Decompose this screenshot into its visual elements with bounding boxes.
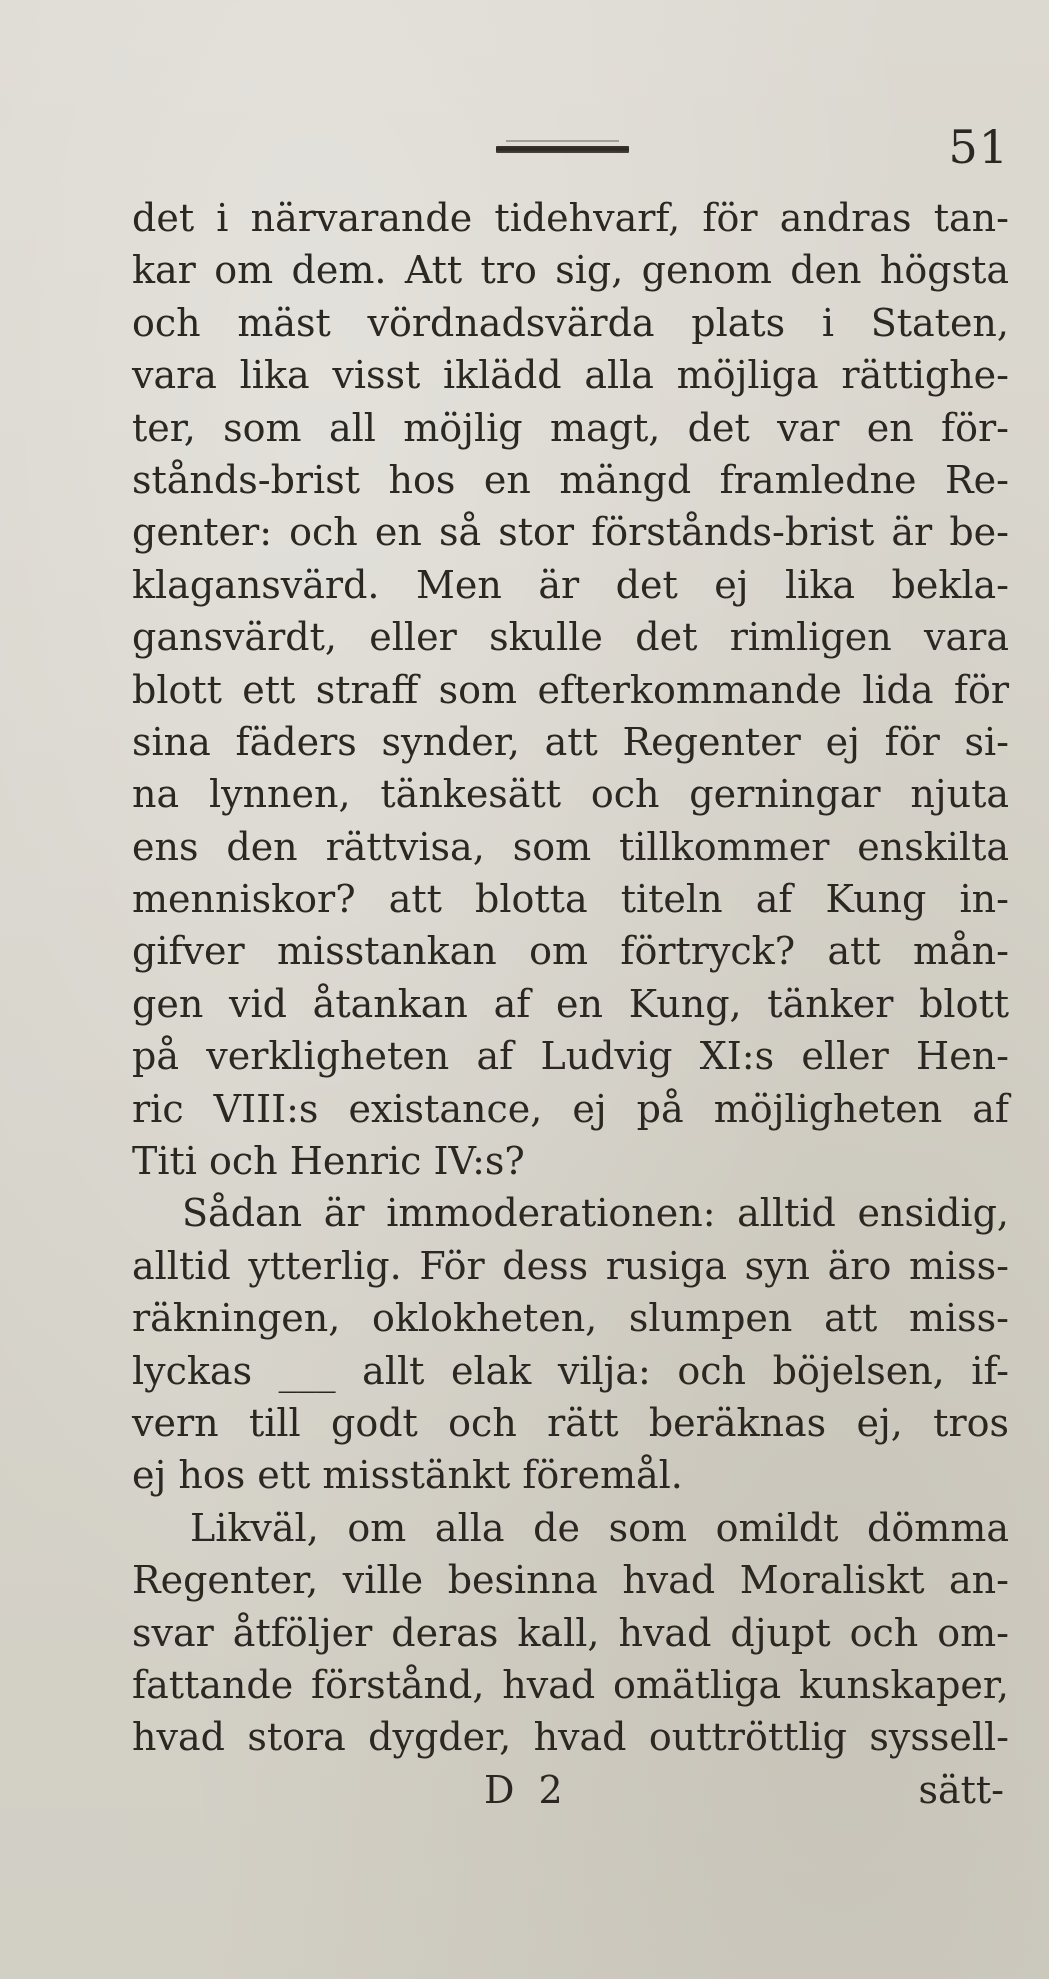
page-footer: [132, 1764, 1009, 1816]
paragraph-start-line: Sådan är immoderationen: alltid ensidig,: [182, 1191, 1009, 1236]
paragraph-start-line: Likväl, om alla de som omildt dömma: [190, 1505, 1009, 1550]
text-line: ter, som all möjlig magt, det var en för-: [132, 405, 1009, 450]
text-line: vern till godt och rätt beräknas ej, tros: [132, 1400, 1009, 1445]
header-ornament-rule: [496, 146, 629, 153]
text-line: lyckas ___ allt elak vilja: och böjelsen, if-: [132, 1348, 1009, 1393]
text-line: na lynnen, tänkesätt och gerningar njuta: [132, 772, 1009, 817]
text-line: vara lika visst iklädd alla möjliga rättighe-: [132, 353, 1009, 398]
text-line: gen vid åtankan af en Kung, tänker blott: [132, 981, 1009, 1026]
text-line: sina fäders synder, att Regenter ej för si-: [132, 719, 1009, 764]
signature-mark: D 2: [484, 1767, 569, 1812]
text-line: kar om dem. Att tro sig, genom den högsta: [132, 248, 1009, 293]
text-line: stånds-brist hos en mängd framledne Re-: [132, 457, 1009, 502]
text-line: menniskor? att blotta titeln af Kung in-: [132, 877, 1009, 922]
text-line: ej hos ett misstänkt föremål.: [132, 1453, 683, 1498]
text-line: räkningen, oklokheten, slumpen att miss-: [132, 1296, 1009, 1341]
text-line: gansvärdt, eller skulle det rimligen vara: [132, 615, 1009, 660]
text-line: ric VIII:s existance, ej på möjligheten af: [132, 1086, 1009, 1131]
text-line: alltid ytterlig. För dess rusiga syn äro miss-: [132, 1243, 1009, 1288]
text-line: Regenter, ville besinna hvad Moraliskt an-: [132, 1558, 1009, 1603]
text-line: fattande förstånd, hvad omätliga kunskaper,: [132, 1662, 1009, 1707]
text-line: gifver misstankan om förtryck? att mån-: [132, 929, 1009, 974]
text-line: hvad stora dygder, hvad outtröttlig syssell-: [132, 1715, 1009, 1760]
text-line: på verkligheten af Ludvig XI:s eller Hen-: [132, 1034, 1009, 1079]
text-line: svar åtföljer deras kall, hvad djupt och om-: [132, 1610, 1009, 1655]
text-line: Titi och Henric IV:s?: [132, 1139, 525, 1184]
body-text: [132, 192, 1009, 1816]
catchword: sätt-: [918, 1767, 1004, 1812]
page-number: 51: [948, 120, 1009, 174]
text-line: det i närvarande tidehvarf, för andras tan-: [132, 196, 1009, 240]
text-line: och mäst vördnadsvärda plats i Staten,: [132, 300, 1009, 345]
text-line: klagansvärd. Men är det ej lika bekla-: [132, 562, 1009, 607]
text-line: blott ett straff som efterkommande lida för: [132, 667, 1009, 712]
text-line: genter: och en så stor förstånds-brist är be-: [132, 510, 1009, 555]
text-line: ens den rättvisa, som tillkommer enskilta: [132, 824, 1009, 869]
